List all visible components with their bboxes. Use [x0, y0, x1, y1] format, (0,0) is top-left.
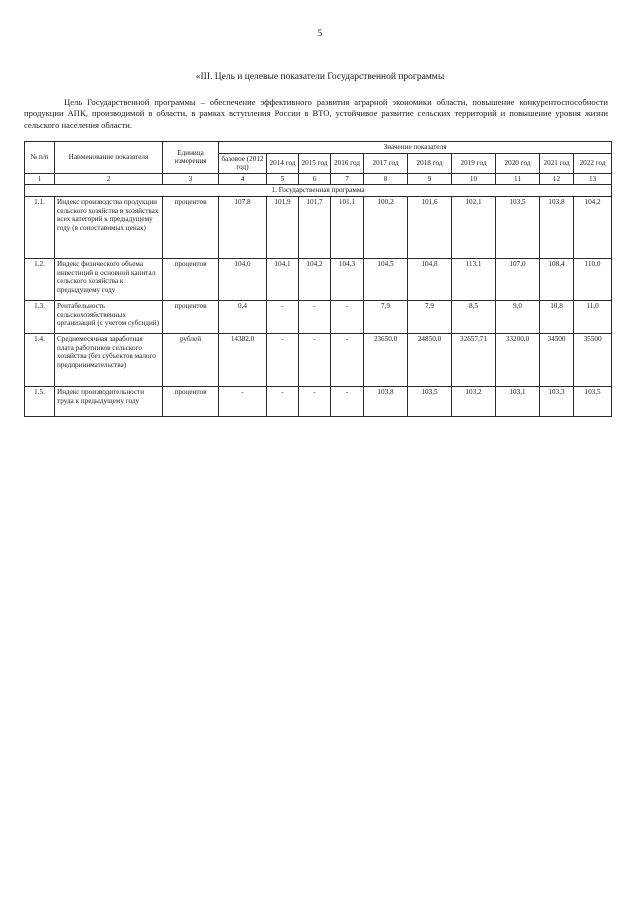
- value-cell: 14382,0: [219, 333, 267, 386]
- column-number: 3: [163, 173, 219, 185]
- value-cell: 7,9: [364, 300, 408, 333]
- indicators-table: [24, 141, 612, 417]
- header-row-1: [25, 142, 612, 154]
- unit-cell: процентов: [163, 386, 219, 416]
- header-year: 2014 год: [267, 153, 299, 173]
- header-year: 2021 год: [540, 153, 574, 173]
- header-values-group: Значение показателя: [219, 142, 612, 154]
- value-cell: 113,1: [452, 258, 496, 300]
- section-title: 1. Государственная программа: [25, 185, 612, 197]
- value-cell: -: [299, 386, 331, 416]
- value-cell: 24850,0: [408, 333, 452, 386]
- header-year: 2016 год: [331, 153, 364, 173]
- unit-cell: рублей: [163, 333, 219, 386]
- value-cell: 0,4: [219, 300, 267, 333]
- page-number: 5: [317, 28, 323, 38]
- value-cell: -: [331, 386, 364, 416]
- value-cell: 103,5: [574, 386, 612, 416]
- header-year: 2015 год: [299, 153, 331, 173]
- header-name: Наименование показателя: [55, 142, 163, 174]
- value-cell: -: [299, 300, 331, 333]
- value-cell: 7,9: [408, 300, 452, 333]
- value-cell: 10,8: [540, 300, 574, 333]
- section-heading: «III. Цель и целевые показатели Государственной программы: [195, 72, 445, 82]
- value-cell: 103,1: [496, 386, 540, 416]
- unit-cell: процентов: [163, 300, 219, 333]
- value-cell: 103,2: [452, 386, 496, 416]
- column-number: 5: [267, 173, 299, 185]
- table-row: [25, 386, 612, 416]
- value-cell: 103,5: [408, 386, 452, 416]
- header-year: 2020 год: [496, 153, 540, 173]
- value-cell: 101,9: [267, 196, 299, 258]
- header-year: базовое (2012 год): [219, 153, 267, 173]
- value-cell: -: [267, 333, 299, 386]
- value-cell: 103,5: [496, 196, 540, 258]
- row-number: 1.3.: [25, 300, 55, 333]
- value-cell: 104,2: [574, 196, 612, 258]
- column-number-row: [25, 173, 612, 185]
- row-number: 1.5.: [25, 386, 55, 416]
- value-cell: 11,0: [574, 300, 612, 333]
- header-num: № п/п: [25, 142, 55, 174]
- value-cell: 104,0: [219, 258, 267, 300]
- value-cell: 110,0: [574, 258, 612, 300]
- value-cell: 107,8: [219, 196, 267, 258]
- header-year: 2017 год: [364, 153, 408, 173]
- column-number: 7: [331, 173, 364, 185]
- column-number: 13: [574, 173, 612, 185]
- row-number: 1.1.: [25, 196, 55, 258]
- value-cell: 23650,0: [364, 333, 408, 386]
- unit-cell: процентов: [163, 196, 219, 258]
- value-cell: 9,0: [496, 300, 540, 333]
- value-cell: -: [267, 386, 299, 416]
- header-year: 2018 год: [408, 153, 452, 173]
- value-cell: -: [299, 333, 331, 386]
- value-cell: 104,5: [364, 258, 408, 300]
- column-number: 12: [540, 173, 574, 185]
- value-cell: 100,2: [364, 196, 408, 258]
- value-cell: 104,2: [299, 258, 331, 300]
- column-number: 8: [364, 173, 408, 185]
- indicator-name: Среднемесячная заработная плата работников сельского хозяйства (без субъектов малого предпринимательства): [55, 333, 163, 386]
- table-row: [25, 258, 612, 300]
- unit-cell: процентов: [163, 258, 219, 300]
- value-cell: 103,3: [540, 386, 574, 416]
- value-cell: 33200,0: [496, 333, 540, 386]
- column-number: 11: [496, 173, 540, 185]
- value-cell: 101,6: [408, 196, 452, 258]
- value-cell: 104,8: [408, 258, 452, 300]
- intro-paragraph: Цель Государственной программы – обеспечение эффективного развития аграрной экономики области, повышение конкурентоспособности продукции АПК, производимой в области, в рамках вступления России в ВТО, устойчивое развитие сельских территорий и повышение уровня жизни сельского населения области.: [24, 97, 608, 130]
- value-cell: 102,1: [452, 196, 496, 258]
- header-year: 2019 год: [452, 153, 496, 173]
- row-number: 1.2.: [25, 258, 55, 300]
- value-cell: 104,3: [331, 258, 364, 300]
- value-cell: -: [267, 300, 299, 333]
- value-cell: -: [331, 333, 364, 386]
- column-number: 1: [25, 173, 55, 185]
- table-row: [25, 300, 612, 333]
- value-cell: 107,0: [496, 258, 540, 300]
- row-number: 1.4.: [25, 333, 55, 386]
- value-cell: 103,8: [540, 196, 574, 258]
- value-cell: -: [219, 386, 267, 416]
- value-cell: 35500: [574, 333, 612, 386]
- column-number: 4: [219, 173, 267, 185]
- table-row: [25, 333, 612, 386]
- column-number: 2: [55, 173, 163, 185]
- header-unit: Единица измерения: [163, 142, 219, 174]
- column-number: 10: [452, 173, 496, 185]
- value-cell: 103,8: [364, 386, 408, 416]
- value-cell: 104,1: [267, 258, 299, 300]
- value-cell: 8,5: [452, 300, 496, 333]
- value-cell: 101,7: [299, 196, 331, 258]
- value-cell: 108,4: [540, 258, 574, 300]
- header-year: 2022 год: [574, 153, 612, 173]
- indicator-name: Рентабельность сельскохозяйственных организаций (с учетом субсидий): [55, 300, 163, 333]
- column-number: 6: [299, 173, 331, 185]
- value-cell: 32657,71: [452, 333, 496, 386]
- indicator-name: Индекс производительности труда к предыдущему году: [55, 386, 163, 416]
- column-number: 9: [408, 173, 452, 185]
- indicator-name: Индекс производства продукции сельского хозяйства в хозяйствах всех категорий к предыдущему году (в сопоставимых ценах): [55, 196, 163, 258]
- table-row: [25, 196, 612, 258]
- value-cell: 101,1: [331, 196, 364, 258]
- indicator-name: Индекс физического объема инвестиций в основной капитал сельского хозяйства к предыдущему году: [55, 258, 163, 300]
- value-cell: -: [331, 300, 364, 333]
- value-cell: 34500: [540, 333, 574, 386]
- section-row: [25, 185, 612, 197]
